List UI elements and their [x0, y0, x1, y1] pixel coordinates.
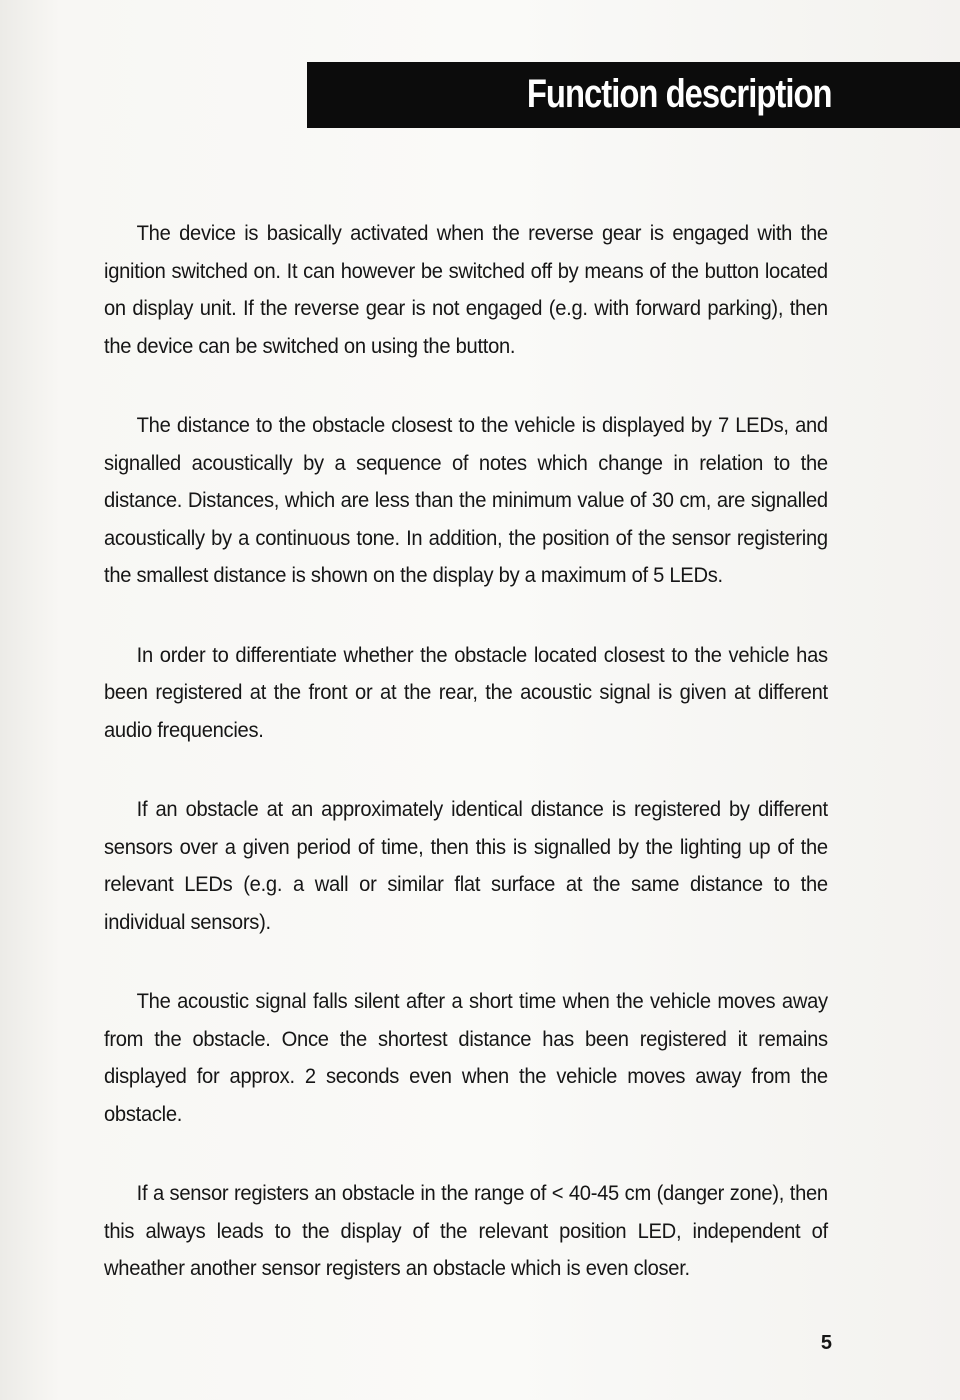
- page-number: 5: [820, 1332, 832, 1354]
- paragraph-multiple-sensors: If an obstacle at an approximately identical distance is registered by different sensors over a given period of time, then this is signalled by the lighting up of the relevant LEDs (e.g. a wall or similar flat surface at the same distance to the individual sensors).: [104, 798, 828, 934]
- section-header-bar: [307, 62, 960, 128]
- paragraph-danger-zone: If a sensor registers an obstacle in the range of < 40-45 cm (danger zone), then this always leads to the display of the relevant position LED, independent of wheather another sensor registers an obstacle which is even closer.: [104, 1182, 828, 1280]
- body-text: [104, 215, 828, 1330]
- paragraph-distance-display: The distance to the obstacle closest to the vehicle is displayed by 7 LEDs, and signalled acoustically by a sequence of notes which change in relation to the distance. Distances, which are less than the minimum value of 30 cm, are signalled acoustically by a continuous tone. In addition, the position of the sensor registering the smallest distance is shown on the display by a maximum of 5 LEDs.: [104, 414, 828, 587]
- paragraph-front-rear: In order to differentiate whether the obstacle located closest to the vehicle has been registered at the front or at the rear, the acoustic signal is given at different audio frequencies.: [104, 643, 828, 742]
- page-title: Function description: [527, 72, 832, 116]
- paragraph-signal-silence: The acoustic signal falls silent after a short time when the vehicle moves away from the obstacle. Once the shortest distance has been registered it remains displayed for approx. 2 seconds even when the vehicle moves away from the obstacle.: [104, 990, 828, 1126]
- paragraph-activation: The device is basically activated when the reverse gear is engaged with the ignition switched on. It can however be switched off by means of the button located on display unit. If the reverse gear is not engaged (e.g. with forward parking), then the device can be switched on using the button.: [104, 222, 828, 358]
